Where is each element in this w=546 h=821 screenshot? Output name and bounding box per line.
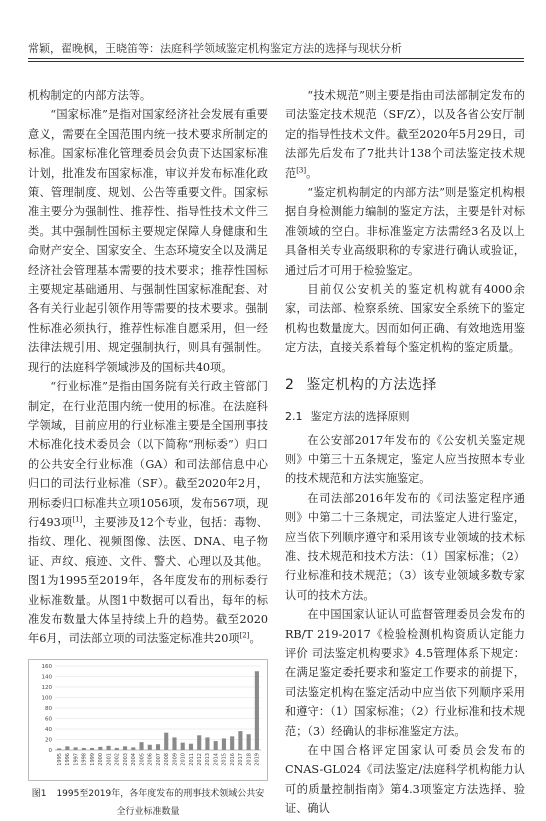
citation-ref: [3] [296,165,307,174]
bar [148,745,152,750]
x-tick-label: 2017 [238,752,245,766]
bar [164,732,168,749]
bar [181,742,185,749]
bar [238,731,242,750]
x-tick-label: 2006 [147,752,154,766]
subsection-title: 鉴定方法的选择原则 [310,410,410,424]
bar [74,747,78,750]
x-tick-label: 2015 [221,752,228,766]
x-tick-label: 1998 [81,752,88,766]
citation-ref: [1] [72,515,83,524]
bar [222,738,226,750]
paragraph: 在中国国家认证认可监督管理委员会发布的RB/T 219-2017《检验检测机构资质认定能力评价 司法鉴定机构要求》4.5管理体系下规定：在满足鉴定委托要求和鉴定工作要求的前提下，司法鉴定机构在鉴定活动中应当依下列顺序采用和遵守：（1）国家标准；（2）行业标准和技术规范；（3）经确认的非标准鉴定方法。 [285,608,525,738]
subsection-number: 2.1 [285,410,303,424]
bar [156,744,160,750]
bar-chart [28,659,268,781]
bar [131,747,135,750]
figure-caption-text: 1995至2019年，各年度发布的刑事技术领域公共安全行业标准数量 [56,788,265,817]
bar [247,734,251,750]
figure-caption [28,785,268,821]
y-tick-label: 160 [41,663,52,670]
x-tick-label: 1999 [89,752,96,766]
figure-label: 图1 [31,788,47,799]
x-tick-label: 2008 [164,752,171,766]
right-column [285,86,525,819]
bar [98,747,102,750]
y-tick-label: 60 [45,716,52,723]
x-tick-label: 1997 [73,752,80,766]
y-tick-label: 0 [48,747,52,754]
bar [107,746,111,750]
bar [214,741,218,750]
running-header: 常颖，翟晚枫，王晓笛等：法庭科学领域鉴定机构鉴定方法的选择与现状分析 [28,42,402,55]
section-title: 鉴定机构的方法选择 [306,376,437,393]
y-tick-label: 40 [45,726,52,733]
paragraph-national-standard: “国家标准”是指对国家经济社会发展有重要意义，需要在全国范围内统一技术要求所制定的标准。国家标准化管理委员会负责下达国家标准计划，批准发布国家标准，审议并发布标准化政策、管理制度、规划、公告等重要文件。国家标准主要分为强制性、推荐性、指导性技术文件三类。其中强制性国标主要规定保障人身健康和生命财产安全、国家安全、生态环境安全以及满足经济社会管理基本需要的技术要求；推荐性国标主要规定基础通用、与强制性国家标准配套、对各有关行业起引领作用等需要的技术要求。强制性标准必须执行，推荐性标准自愿采用，但一经法律法规引用、规定强制执行，则具有强制性。现行的法庭科学领域涉及的国标共40项。 [28,108,268,374]
paragraph-agency-count: 目前仅公安机关的鉴定机构就有4000余家，司法部、检察系统、国家安全系统下的鉴定机构也数量庞大。因而如何正确、有效地选用鉴定方法，直接关系着每个鉴定机构的鉴定质量。 [285,283,525,355]
text-run: 。 [249,632,261,646]
x-tick-label: 2010 [180,752,187,766]
x-tick-label: 2009 [172,752,179,766]
left-column [28,86,268,821]
x-tick-label: 2012 [197,752,203,766]
bar [139,742,143,750]
figure-1 [28,659,268,821]
bar [82,748,86,750]
x-tick-label: 1995 [56,752,63,766]
bar [172,737,176,750]
subsection-heading [285,407,525,426]
bar [230,736,234,750]
paragraph: 在公安部2017年发布的《公安机关鉴定规则》中第三十五条规定，鉴定人应当按照本专业的技术规范和方法实施鉴定。 [285,433,525,486]
bar [123,746,127,750]
bar [57,748,61,750]
paragraph: 在中国合格评定国家认可委员会发布的CNAS-GL024《司法鉴定/法庭科学机构能力认可的质量控制指南》第4.3项鉴定方法选择、验证、确认 [285,744,525,816]
bar [90,748,94,750]
text-run: “行业标准”是指由国务院有关行政主管部门制定，在行业范围内统一使用的标准。在法庭科学领域，目前应用的行业标准主要是全国刑事技术标准化技术委员会（以下简称“刑标委”）归口的公共安全行业标准（GA）和司法部信息中心归口的司法行业标准（SF）。截至2020年2月，刑标委归口标准共立项1056项，发布567项，现行493项 [28,380,269,529]
x-tick-label: 2002 [114,752,121,766]
section-heading [285,376,525,395]
x-tick-label: 2005 [139,752,146,766]
x-tick-label: 2014 [213,752,220,766]
bar [197,735,201,750]
x-tick-label: 2018 [246,752,253,766]
y-tick-label: 140 [41,674,52,681]
bar [65,746,69,750]
paragraph-technical-spec [285,86,525,183]
x-tick-label: 2011 [188,752,195,766]
bar [115,748,119,750]
header-rule-thick [28,58,524,59]
paragraph: 机构制定的内部方法等。 [28,89,152,102]
bar [255,671,259,750]
paragraph-internal-method: “鉴定机构制定的内部方法”则是鉴定机构根据自身检测能力编制的鉴定方法，主要是针对标准领域的空白。非标准鉴定方法需经3名及以上具备相关专业高级职称的专家进行确认或验证，通过后才可用于检验鉴定。 [285,186,525,277]
x-tick-label: 2019 [254,752,261,766]
y-tick-label: 100 [41,695,52,702]
bar [205,737,209,750]
paragraph: 在司法部2016年发布的《司法鉴定程序通则》中第二十三条规定，司法鉴定人进行鉴定，应当依下列顺序遵守和采用该专业领域的技术标准、技术规范和技术方法：（1）国家标准；（2）行业标准和技术规范；（3）该专业领域多数专家认可的技术方法。 [285,491,525,602]
text-run: 。 [306,166,318,180]
x-tick-label: 2001 [106,752,113,766]
paragraph-industry-standard [28,377,268,649]
y-tick-label: 120 [41,684,52,691]
text-run: ，主要涉及12个专业，包括：毒物、指纹、理化、视频图像、法医、DNA、电子物证、声纹、痕迹、文件、警犬、心理以及其他。图1为1995至2019年，各年度发布的刑标委行业标准数量。从图1中数据可以看出，每年的标准发布数量大体呈持续上升的趋势。截至2020年6月，司法部立项的司法鉴定标准共20项 [28,515,268,646]
section-number: 2 [285,376,295,393]
citation-ref: [2] [239,631,250,640]
x-tick-label: 2004 [131,752,138,766]
y-tick-label: 20 [45,737,52,744]
x-tick-label: 2003 [122,752,129,766]
x-tick-label: 2000 [98,752,105,766]
y-tick-label: 80 [45,705,52,712]
x-tick-label: 2007 [155,752,162,766]
x-tick-label: 2016 [229,752,236,766]
bar [189,743,193,749]
x-tick-label: 1996 [65,752,72,766]
text-run: “技术规范”则主要是指由司法部制定发布的司法鉴定技术规范（SF/Z），以及各省公安厅制定的指导性技术文件。截至2020年5月29日，司法部先后发布了7批共计138个司法鉴定技术规范 [285,89,526,180]
header-rule-thin [28,61,524,62]
x-tick-label: 2013 [205,752,212,766]
